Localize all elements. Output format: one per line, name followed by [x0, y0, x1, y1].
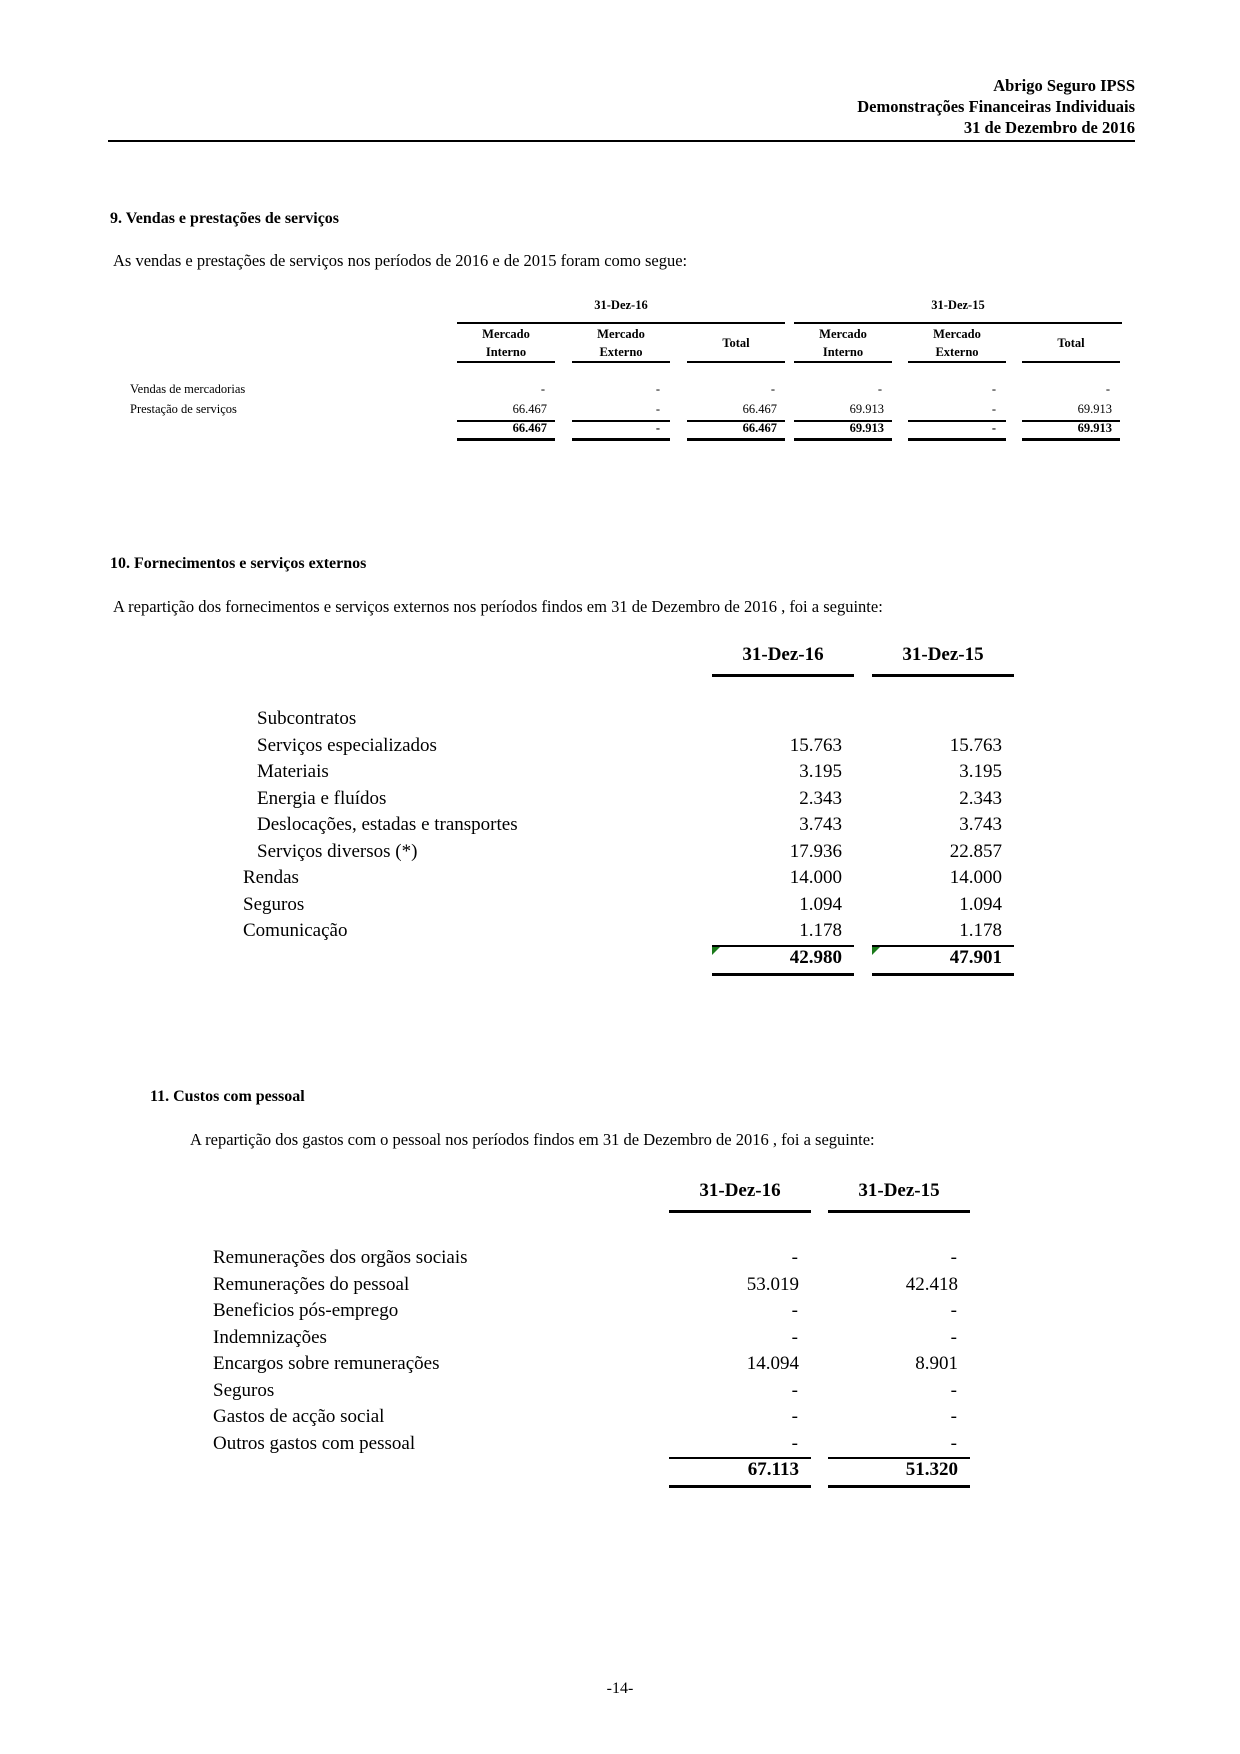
total-rule: [1022, 438, 1120, 441]
row-label: Seguros: [243, 893, 305, 915]
total-value: -: [991, 421, 996, 435]
row-label: Indemnizações: [213, 1326, 327, 1348]
cell-value: 3.195: [799, 761, 842, 782]
cell-value: 15.763: [789, 734, 842, 756]
cell-value: -: [791, 1432, 798, 1454]
cell-value: 66.467: [742, 402, 777, 416]
row-label: Rendas: [243, 867, 299, 888]
section-11-intro: A repartição dos gastos com o pessoal nos períodos findos em 31 de Dezembro de 2016 , foi a seguinte:: [190, 1130, 875, 1149]
total-value: 66.467: [512, 421, 547, 435]
cell-value: -: [950, 1326, 957, 1348]
column-header-line2: Externo: [599, 345, 643, 359]
cell-value: -: [791, 1379, 798, 1401]
column-header: [1022, 334, 1120, 352]
column-header-rule: [457, 361, 555, 363]
period-rule-2016: [457, 322, 785, 324]
section-10-intro: A repartição dos fornecimentos e serviços externos nos períodos findos em 31 de Dezembro de 2016 , foi a seguinte:: [113, 597, 883, 616]
column-header: [908, 325, 1006, 361]
column-header: [794, 325, 892, 361]
cell-value: 22.857: [949, 840, 1002, 862]
cell-value: 17.936: [789, 840, 842, 862]
document-title: Demonstrações Financeiras Individuais: [857, 97, 1135, 116]
row-label: Remunerações dos orgãos sociais: [213, 1247, 468, 1268]
period-header-2015: 31-Dez-15: [931, 298, 985, 312]
row-label: Gastos de acção social: [213, 1406, 385, 1427]
column-header: [687, 334, 785, 352]
column-header-line1: Mercado: [482, 327, 530, 341]
cell-value: 3.743: [959, 814, 1002, 835]
document-date: 31 de Dezembro de 2016: [963, 118, 1135, 137]
column-header: [572, 325, 670, 361]
total-value: 69.913: [849, 421, 884, 435]
column-header-rule: [1022, 361, 1120, 363]
total-rule: [712, 973, 854, 976]
cell-value: -: [791, 1300, 798, 1321]
cell-value: -: [655, 402, 660, 416]
cell-value: -: [950, 1406, 957, 1427]
total-rule: [872, 973, 1014, 976]
header-rule: [108, 140, 1135, 142]
row-label: Materiais: [257, 761, 329, 782]
cell-value: -: [540, 382, 545, 396]
column-header-line1: Total: [1057, 336, 1085, 350]
column-header-rule: [794, 361, 892, 363]
total-value: 66.467: [742, 421, 777, 435]
column-header-rule: [908, 361, 1006, 363]
column-header-line1: Mercado: [933, 327, 981, 341]
row-label: Subcontratos: [257, 708, 357, 729]
cell-value: 53.019: [746, 1273, 799, 1295]
cell-value: -: [991, 382, 996, 396]
column-header: [457, 325, 555, 361]
period-header-1: 31-Dez-15: [858, 1180, 940, 1201]
period-header-0: 31-Dez-16: [742, 644, 824, 665]
column-header-line2: Externo: [935, 345, 979, 359]
row-label: Remunerações do pessoal: [213, 1273, 410, 1295]
row-label: Serviços diversos (*): [257, 840, 418, 862]
row-label: Encargos sobre remunerações: [213, 1353, 440, 1374]
cell-value: 69.913: [1077, 402, 1112, 416]
column-header-line1: Mercado: [819, 327, 867, 341]
cell-value: -: [791, 1247, 798, 1268]
row-label: Serviços especializados: [257, 734, 437, 756]
cell-value: -: [950, 1432, 957, 1454]
total-rule: [794, 438, 892, 441]
page-number: -14-: [606, 1680, 634, 1697]
total-value: 51.320: [905, 1459, 958, 1480]
cell-value: 2.343: [959, 787, 1002, 809]
row-label: Vendas de mercadorias: [130, 382, 246, 396]
cell-value: -: [950, 1379, 957, 1401]
cell-value: 14.094: [746, 1353, 799, 1374]
section-11-title: 11. Custos com pessoal: [150, 1088, 305, 1105]
cell-value: -: [877, 382, 882, 396]
cell-value: 14.000: [789, 867, 842, 888]
column-header-line2: Interno: [485, 345, 527, 359]
period-header-2016: 31-Dez-16: [594, 298, 648, 312]
cell-value: 66.467: [512, 402, 547, 416]
cell-value: 42.418: [905, 1273, 958, 1295]
period-header-rule: [712, 674, 854, 677]
cell-value: 15.763: [949, 734, 1002, 756]
cell-value: 1.178: [959, 920, 1002, 941]
period-header-rule: [828, 1210, 970, 1213]
row-label: Deslocações, estadas e transportes: [257, 814, 518, 835]
cell-value: 8.901: [915, 1353, 958, 1374]
column-header-rule: [687, 361, 785, 363]
cell-value: 69.913: [849, 402, 884, 416]
period-header-rule: [669, 1210, 811, 1213]
cell-value: -: [991, 402, 996, 416]
cell-value: -: [770, 382, 775, 396]
cell-value: -: [791, 1326, 798, 1348]
cell-value: 1.094: [959, 893, 1002, 915]
cell-value: -: [950, 1300, 957, 1321]
cell-value: 14.000: [949, 867, 1002, 888]
total-rule: [572, 438, 670, 441]
section-9-intro: As vendas e prestações de serviços nos períodos de 2016 e de 2015 foram como segue:: [113, 251, 688, 270]
column-header-line1: Mercado: [597, 327, 645, 341]
page-header: [857, 75, 1135, 138]
cell-value: 3.743: [799, 814, 842, 835]
cell-value: 2.343: [799, 787, 842, 809]
column-header-rule: [572, 361, 670, 363]
cell-value: 1.094: [799, 893, 842, 915]
period-header-0: 31-Dez-16: [699, 1180, 781, 1201]
total-rule: [669, 1485, 811, 1488]
cell-value: -: [655, 382, 660, 396]
total-rule: [687, 438, 785, 441]
total-value: 47.901: [949, 946, 1002, 968]
row-label: Seguros: [213, 1379, 275, 1401]
row-label: Outros gastos com pessoal: [213, 1432, 416, 1454]
cell-value: 1.178: [799, 920, 842, 941]
company-name: Abrigo Seguro IPSS: [993, 76, 1135, 95]
period-header-rule: [872, 674, 1014, 677]
section-10-title: 10. Fornecimentos e serviços externos: [110, 555, 367, 572]
total-rule: [457, 438, 555, 441]
period-rule-2015: [794, 322, 1122, 324]
column-header-line1: Total: [722, 336, 750, 350]
total-value: 67.113: [747, 1459, 799, 1480]
total-value: 42.980: [789, 946, 842, 968]
total-rule: [908, 438, 1006, 441]
row-label: Prestação de serviços: [130, 402, 237, 416]
cell-value: -: [1105, 382, 1110, 396]
total-value: 69.913: [1077, 421, 1112, 435]
cell-value: -: [950, 1247, 957, 1268]
row-label: Comunicação: [243, 920, 348, 941]
column-header-line2: Interno: [822, 345, 864, 359]
row-label: Beneficios pós-emprego: [213, 1300, 399, 1321]
cell-value: 3.195: [959, 761, 1002, 782]
row-label: Energia e fluídos: [257, 787, 387, 809]
total-rule: [828, 1485, 970, 1488]
period-header-1: 31-Dez-15: [902, 644, 984, 665]
cell-value: -: [791, 1406, 798, 1427]
section-9-title: 9. Vendas e prestações de serviços: [110, 210, 340, 227]
total-value: -: [655, 421, 660, 435]
